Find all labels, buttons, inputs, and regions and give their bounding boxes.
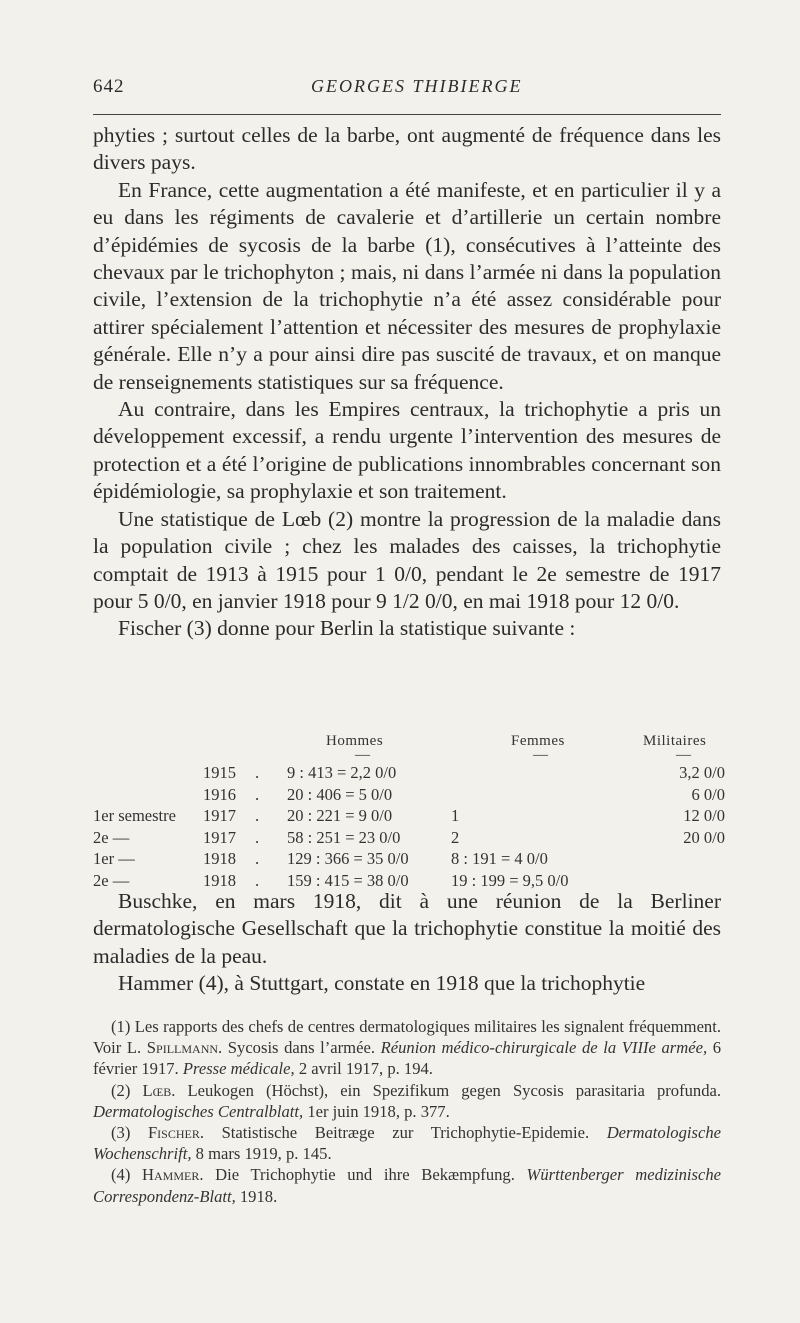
footnote: (4) Hammer. Die Trichophytie und ihre Bekæmpfung. Württenberger medizinische Correspondenz-Blatt, 1918. <box>93 1165 721 1206</box>
femmes-value: 1 <box>451 806 460 826</box>
table-row <box>93 828 733 849</box>
paragraph: Hammer (4), à Stuttgart, constate en 1918 que la trichophytie <box>118 971 646 996</box>
militaires-value: 6 0/0 <box>691 784 725 804</box>
row-dot: . <box>255 871 260 890</box>
column-dash: — <box>676 747 691 763</box>
footnote: (3) Fischer. Statistische Beitræge zur Trichophytie-Epidemie. Dermatologische Wochenschrift, 8 mars 1919, p. 145. <box>93 1123 721 1164</box>
hommes-value: 159 : 415 = 38 0/0 <box>287 871 409 890</box>
main-text <box>93 122 721 643</box>
row-dot: . <box>255 763 260 782</box>
hommes-value: 20 : 406 = 5 0/0 <box>287 784 393 804</box>
paragraph: Buschke, en mars 1918, dit à une réunion de la Berliner dermatologische Gesellschaft que la trichophytie constitue la moitié des maladies de la peau. <box>93 889 721 968</box>
footnote: (1) Les rapports des chefs de centres dermatologiques militaires les signalent fréquemment. Voir L. Spillmann. Sycosis dans l’armée. Réunion médico-chirurgicale de la VIIIe armée, 6 février 1917. Presse médicale, 2 avril 1917, p. 194. <box>93 1017 722 1079</box>
row-label: 1er semestre <box>93 806 176 826</box>
row-year: 1918 <box>203 849 236 869</box>
hommes-value: 20 : 221 = 9 0/0 <box>287 806 393 826</box>
femmes-value: 8 : 191 = 4 0/0 <box>451 849 548 869</box>
paragraph: Fischer (3) donne pour Berlin la statistique suivante : <box>118 616 576 641</box>
running-head: GEORGES THIBIERGE <box>311 76 523 96</box>
row-dot: . <box>255 784 260 804</box>
column-header-femmes: Femmes <box>511 733 565 749</box>
paragraph: Une statistique de Lœb (2) montre la progression de la maladie dans la population civile ; chez les malades des caisses, la trichophytie comptait de 1913 à 1915 pour 1 0/0, pendant le 2e semestre de 1917 pour 5 0/0, en janvier 1918 pour 9 1/2 0/0, en mai 1918 pour 12 0/0. <box>93 506 721 613</box>
table-row <box>93 849 733 870</box>
row-dot: . <box>255 806 260 826</box>
row-dot: . <box>255 849 260 869</box>
column-dash: — <box>533 747 548 763</box>
hommes-value: 129 : 366 = 35 0/0 <box>287 849 409 869</box>
row-label: 2e — <box>93 827 130 847</box>
header-rule <box>93 114 721 115</box>
column-dash: — <box>355 747 370 763</box>
table-row <box>93 763 733 784</box>
row-label: 1er — <box>93 849 135 869</box>
table-row <box>93 785 733 806</box>
femmes-value: 19 : 199 = 9,5 0/0 <box>451 871 569 890</box>
table-row <box>93 806 733 827</box>
hommes-value: 9 : 413 = 2,2 0/0 <box>287 763 397 782</box>
row-year: 1916 <box>203 784 236 804</box>
militaires-value: 12 0/0 <box>683 806 725 826</box>
row-dot: . <box>255 827 260 847</box>
footnote: (2) Lœb. Leukogen (Höchst), ein Spezifikum gegen Sycosis parasitaria profunda. Dermatologisches Centralblatt, 1er juin 1918, p. 377. <box>93 1080 722 1121</box>
row-year: 1915 <box>203 763 236 782</box>
paragraph: phyties ; surtout celles de la barbe, ont augmenté de fréquence dans les divers pays. <box>93 123 721 175</box>
page-header <box>93 76 721 102</box>
row-year: 1917 <box>203 806 236 826</box>
column-header-militaires: Militaires <box>643 733 707 749</box>
main-text-continued <box>93 888 721 998</box>
femmes-value: 2 <box>451 827 460 847</box>
row-year: 1918 <box>203 871 236 890</box>
militaires-value: 20 0/0 <box>683 827 725 847</box>
militaires-value: 3,2 0/0 <box>679 763 725 782</box>
row-year: 1917 <box>203 827 236 847</box>
paragraph: Au contraire, dans les Empires centraux, la trichophytie a pris un développement excessif, a rendu urgente l’intervention des mesures de protection et a été l’origine de publications innombrables concernant son épidémiologie, sa prophylaxie et son traitement. <box>93 397 721 504</box>
column-header-hommes: Hommes <box>326 733 384 749</box>
footnotes <box>93 1016 721 1207</box>
row-label: 2e — <box>93 871 130 890</box>
page-number: 642 <box>93 76 125 97</box>
hommes-value: 58 : 251 = 23 0/0 <box>287 827 401 847</box>
paragraph: En France, cette augmentation a été manifeste, et en particulier il y a eu dans les régiments de cavalerie et d’artillerie un certain nombre d’épidémies de sycosis de la barbe (1), consécutives à l’atteinte des chevaux par le trichophyton ; mais, ni dans l’armée ni dans la population civile, l’extension de la trichophytie n’a été assez considérable pour attirer spécialement l’attention et nécessiter des mesures de prophylaxie générale. Elle n’y a pour ainsi dire pas suscité de travaux, et on manque de renseignements statistiques sur sa fréquence. <box>93 177 721 394</box>
